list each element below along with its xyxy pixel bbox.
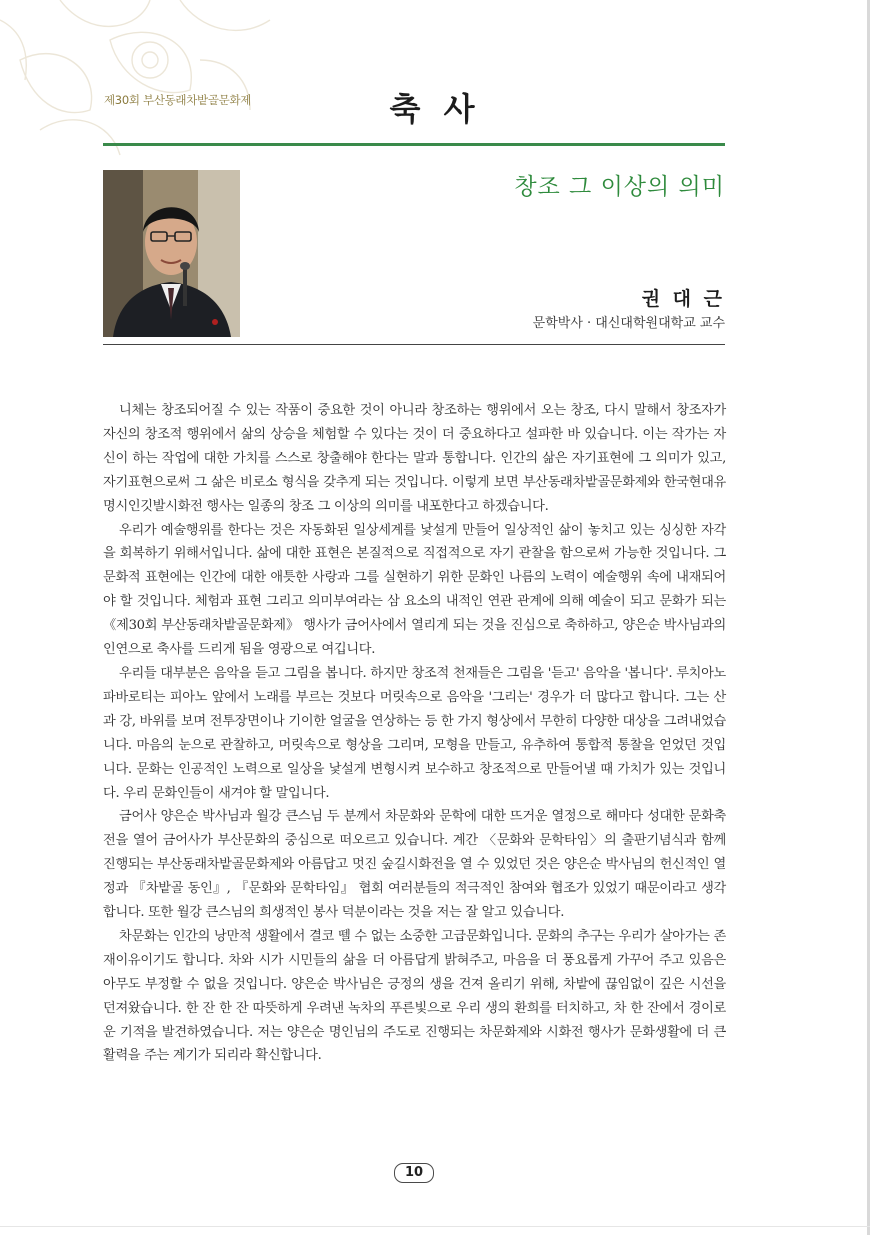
paragraph: 우리가 예술행위를 한다는 것은 자동화된 일상세계를 낯설게 만들어 일상적인 삶이 놓치고 있는 싱싱한 자각을 회복하기 위해서입니다. 삶에 대한 표현은 본질적으로 직접적으로 자기 관찰을 함으로써 가능한 것입니다. 그 문화적 표현에는 인간에 대한 애틋한 사랑과 그를 실현하기 위한 문화인 나름의 노력이 예술행위 속에 내재되어야 할 것입니다. 체험과 표현 그리고 의미부여라는 삼 요소의 내적인 연관 관계에 의해 예술이 되고 문화가 되는 《제30회 부산동래차밭골문화제》 행사가 금어사에서 열리게 되는 것을 진심으로 축하하고, 양은순 박사님과의 인연으로 축사를 드리게 됨을 영광으로 여깁니다. (103, 522, 726, 658)
event-name: 제30회 부산동래차밭골문화제 (104, 93, 252, 107)
page-title: 축 사 (389, 90, 481, 128)
floral-decoration (0, 0, 300, 160)
author-affiliation: 문학박사 · 대신대학원대학교 교수 (532, 316, 725, 331)
article-body (103, 399, 726, 1068)
title-divider (103, 143, 725, 146)
header-divider (103, 344, 725, 345)
page-bottom-edge (0, 1226, 870, 1227)
author-name: 권 대 근 (641, 288, 725, 310)
paragraph: 금어사 양은순 박사님과 월강 큰스님 두 분께서 차문화와 문학에 대한 뜨거운 열정으로 해마다 성대한 문화축전을 열어 금어사가 부산문화의 중심으로 떠오르고 있습니다. 계간 〈문화와 문학타임〉의 출판기념식과 함께 진행되는 부산동래차밭골문화제와 아름답고 멋진 숲길시화전을 열 수 있었던 것은 양은순 박사님의 헌신적인 열정과 『차밭골 동인』, 『문화와 문학타임』 협회 여러분들의 적극적인 참여와 협조가 있었기 때문이라고 생각합니다. 또한 월강 큰스님의 희생적인 봉사 덕분이라는 것을 저는 잘 알고 있습니다. (103, 809, 726, 921)
paragraph: 니체는 창조되어질 수 있는 작품이 중요한 것이 아니라 창조하는 행위에서 오는 창조, 다시 말해서 창조자가 자신의 창조적 행위에서 삶의 상승을 체험할 수 있다는 것이 더 중요하다고 설파한 바 있습니다. 이는 작가는 자신이 하는 작업에 대한 가치를 스스로 창출해야 한다는 말과 통합니다. 인간의 삶은 자기표현에 그 의미가 있고, 자기표현으로써 그 삶은 비로소 형식을 갖추게 되는 것입니다. 이렇게 보면 부산동래차밭골문화제와 한국현대유명시인깃발시화전 행사는 일종의 창조 그 이상의 의미를 내포한다고 하겠습니다. (103, 403, 726, 514)
paragraph: 우리들 대부분은 음악을 듣고 그림을 봅니다. 하지만 창조적 천재들은 그림을 '듣고' 음악을 '봅니다'. 루치아노 파바로티는 피아노 앞에서 노래를 부르는 것보다 머릿속으로 음악을 '그리는' 경우가 더 많다고 합니다. 그는 산과 강, 바위를 보며 전투장면이나 기이한 얼굴을 연상하는 등 한 가지 형상에서 무한히 다양한 대상을 그려내었습니다. 마음의 눈으로 관찰하고, 머릿속으로 형상을 그리며, 모형을 만들고, 유추하여 통합적 통찰을 얻었던 것입니다. 문화는 인공적인 노력으로 일상을 낯설게 변형시켜 보수하고 창조적으로 만들어낼 때 가치가 있는 것입니다. 우리 문화인들이 새겨야 할 말입니다. (103, 665, 726, 801)
article-subtitle: 창조 그 이상의 의미 (514, 174, 725, 200)
paragraph: 차문화는 인간의 낭만적 생활에서 결코 뗄 수 없는 소중한 고급문화입니다. 문화의 추구는 우리가 살아가는 존재이유이기도 합니다. 차와 시가 시민들의 삶을 더 아름답게 밝혀주고, 마음을 더 풍요롭게 가꾸어 주고 있음은 아무도 부정할 수 없을 것입니다. 양은순 박사님은 긍정의 생을 건져 올리기 위해, 차밭에 끊임없이 깊은 시선을 던져왔습니다. 한 잔 한 잔 따뜻하게 우려낸 녹차의 푸른빛으로 우리 생의 환희를 터치하고, 차 한 잔에서 경이로운 기적을 발견하였습니다. 저는 양은순 명인님의 주도로 진행되는 차문화제와 시화전 행사가 문화생활에 더 큰 활력을 주는 계기가 되리라 확신합니다. (103, 928, 726, 1064)
author-photo (103, 170, 240, 337)
page-number: 10 (394, 1163, 434, 1183)
